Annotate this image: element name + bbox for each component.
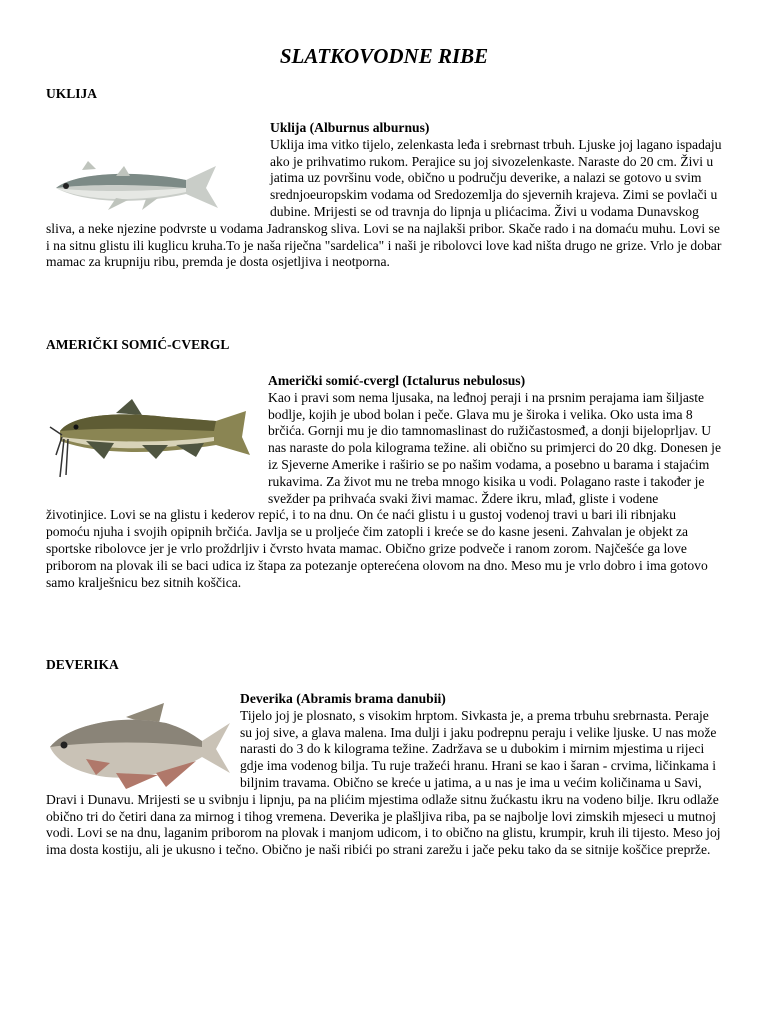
section-heading: AMERIČKI SOMIĆ-CVERGL (46, 337, 230, 352)
section-heading: DEVERIKA (46, 657, 119, 672)
species-description: Uklija ima vitko tijelo, zelenkasta leđa i srebrnast trbuh. Ljuske joj lagano ispadaju ako je prihvatimo rukom. Perajice su joj sivozelenkaste. Naraste do 20 cm. Živi u jatima uz površinu vode, obično u području deverike, a nalazi se gotovo u svim srednjoeuropskim vodama od Sredozemlja do sjevernih krajeva. Zimi se povlači u dubine. Mrijesti se od travnja do lipnja u plićacima. Živi u vodama Dunavskog sliva, a neke njezine podvrste u vodama Jadranskog sliva. Lovi se na najlakši pribor. Skače rado i na domaću muhu. Lovi se i na sitnu glistu ili kuglicu kruha.To je naša riječna "sardelica" i naši je ribolovci love kad ništa drugo ne grize. Vrlo je dobar mamac za krupniju ribu, premda je dosta osjetljiva i neotporna. (46, 136, 722, 270)
species-description: Kao i pravi som nema ljusaka, na leđnoj peraji i na prsnim perajama iam šiljaste bodlje, kojih je ubod bolan i peče. Glava mu je široka i velika. Oko usta ima 8 brčića. Gornji mu je dio tamnomaslinast do ružičastosmeđ, a donji bijeloprljav. U nas naraste do pola kilograma težine. ali obično su primjerci do 20 dkg. Donesen je iz Sjeverne Amerike i raširio se po našim vodama, a posebno u barama i stajaćim rukavima. Za život mu ne treba mnogo kisika u vodi. Polagano raste i također je svežder pa prihvaća svaki živi mamac. Ždere ikru, mlađ, gliste i vodene životinjice. Lovi se na glistu i kederov repić, i to na dnu. On će naći glistu i u gustoj vodenoj travi u bari ili ribnjaku pomoću njuha i svojih opipnih brčića. Javlja se u proljeće čim zatopli i kreće se do kasne jeseni. Zahvalan je objekt za sportske ribolovce jer je vrlo proždrljiv i čvrsto hvata mamac. Obično grize podveče i ranom zorom. Najčešće ga love priborom na plovak ili se baci udica iz štapa za potezanje opterećena olovom na dno. Meso mu je vrlo dobro i ima gotovo samo kralješnicu bez sitnih koščica. (46, 389, 721, 590)
section-heading: UKLIJA (46, 86, 98, 101)
species-subtitle: Uklija (Alburnus alburnus) (270, 120, 430, 135)
document-title: SLATKOVODNE RIBE (279, 44, 489, 68)
catfish-image (46, 397, 251, 487)
bream-fish-image (46, 701, 232, 791)
species-subtitle: Američki somić-cvergl (Ictalurus nebulosus) (268, 373, 526, 388)
bleak-fish-image (46, 158, 226, 218)
section-deverika (46, 657, 722, 858)
species-description: Tijelo joj je plosnato, s visokim hrptom. Sivkasta je, a prema trbuhu srebrnasta. Peraje su joj sive, a glava malena. Ima dulji i jaku podrepnu peraju i velike ljuske. U nas može narasti do 3 do k kilograma težine. Zadržava se u dubokim i mirnim mjestima u rijeci gdje ima vodenog bilja. Tu ruje tražeći hranu. Hrani se kao i šaran - crvima, ličinkama i biljnim travama. Obično se kreće u jatima, a u nas je ima u većim količinama u Savi, Dravi i Dunavu. Mrijesti se u svibnju i lipnju, pa na plićim mjestima odlaže sitnu žućkastu ikru na vodeno bilje. Ikru odlaže obično tri do četiri dana za mirnog i tihog vremena. Deverika je plašljiva riba, pa se najbolje lovi zimskih mjeseci u mutnoj vodi. Lovi se na dnu, laganim priborom na plovak i manjom udicom, i to obično na glistu, krumpir, kruh ili tijesto. Meso joj ima dosta kostiju, ali je ukusno i tečno. Obično je naši ribići po strani zarežu i jače peku tako da se sitnije koščice preprže. (46, 707, 721, 858)
section-uklija (46, 86, 722, 270)
section-americki-somic (46, 337, 722, 590)
species-subtitle: Deverika (Abramis brama danubii) (240, 691, 446, 706)
